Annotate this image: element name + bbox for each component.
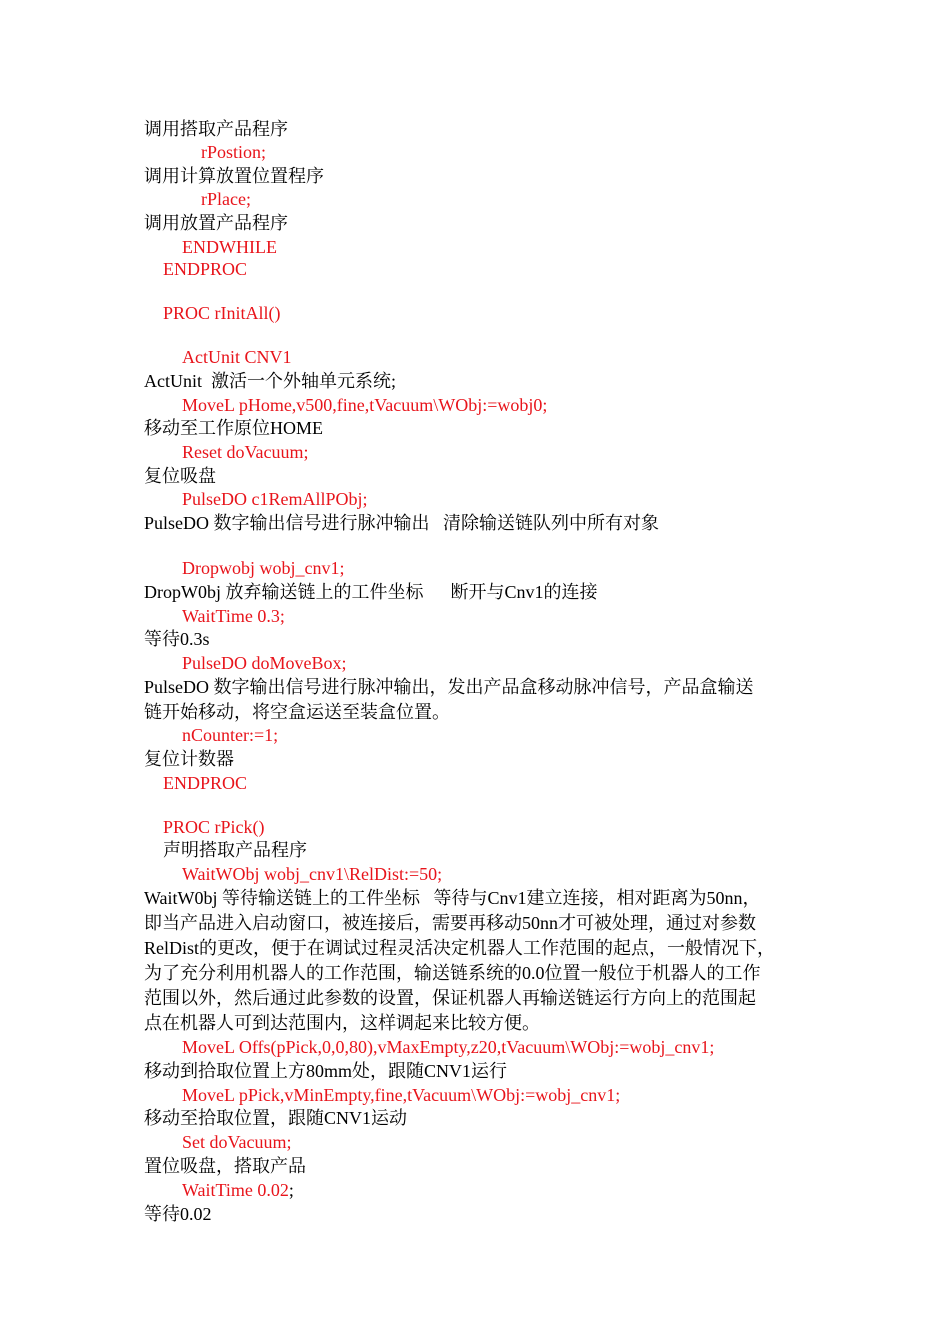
code-line: nCounter:=1;	[182, 725, 279, 745]
code-line: PulseDO doMoveBox;	[182, 653, 347, 673]
comment-line: 即当产品进入启动窗口，被连接后，需要再移动50nn才可被处理，通过对参数	[144, 913, 756, 933]
comment-line: 复位吸盘	[144, 466, 216, 486]
code-terminator: ;	[288, 1180, 294, 1200]
code-line: rPostion;	[201, 142, 267, 162]
comment-line: 点在机器人可到达范围内，这样调起来比较方便。	[144, 1013, 540, 1033]
comment-line: 调用搭取产品程序	[144, 119, 288, 139]
code-line: ENDPROC	[163, 259, 248, 279]
comment-line: WaitW0bj 等待输送链上的工件坐标 等待与Cnv1建立连接，相对距离为50nn，	[144, 888, 761, 908]
comment-line: 移动到拾取位置上方80mm处，跟随CNV1运行	[144, 1061, 508, 1081]
comment-line: 等待0.3s	[144, 629, 210, 649]
comment-line: ActUnit 激活一个外轴单元系统;	[144, 371, 396, 391]
code-line: Reset doVacuum;	[182, 442, 309, 462]
comment-line: 等待0.02	[144, 1204, 212, 1224]
comment-line: 范围以外，然后通过此参数的设置，保证机器人再输送链运行方向上的范围起	[144, 988, 756, 1008]
comment-line: 调用计算放置位置程序	[144, 166, 324, 186]
comment-line: RelDist的更改，便于在调试过程灵活决定机器人工作范围的起点，一般情况下，	[144, 938, 775, 958]
comment-line: 为了充分利用机器人的工作范围，输送链系统的0.0位置一般位于机器人的工作	[144, 963, 761, 983]
comment-line: 链开始移动，将空盒运送至装盒位置。	[144, 702, 450, 722]
code-line: Dropwobj wobj_cnv1;	[182, 558, 345, 578]
code-line: PulseDO c1RemAllPObj;	[182, 489, 368, 509]
code-line: MoveL pHome,v500,fine,tVacuum\WObj:=wobj0;	[182, 395, 548, 415]
code-line: ENDPROC	[163, 773, 248, 793]
comment-line: 声明搭取产品程序	[163, 840, 307, 860]
code-line: MoveL pPick,vMinEmpty,fine,tVacuum\WObj:=wobj_cnv1;	[182, 1085, 621, 1105]
comment-line: 置位吸盘，搭取产品	[144, 1156, 306, 1176]
code-line: ENDWHILE	[182, 237, 277, 257]
comment-line: 移动至拾取位置，跟随CNV1运动	[144, 1108, 408, 1128]
code-line: PROC rInitAll()	[163, 303, 281, 323]
code-line: MoveL Offs(pPick,0,0,80),vMaxEmpty,z20,tVacuum\WObj:=wobj_cnv1;	[182, 1037, 715, 1057]
code-text: WaitTime 0.02	[182, 1180, 289, 1200]
code-line: PROC rPick()	[163, 817, 265, 837]
code-line: WaitWObj wobj_cnv1\RelDist:=50;	[182, 864, 443, 884]
code-line-mixed	[182, 1178, 294, 1202]
comment-line: DropW0bj 放弃输送链上的工件坐标 断开与Cnv1的连接	[144, 582, 598, 602]
comment-line: 调用放置产品程序	[144, 213, 288, 233]
code-line: Set doVacuum;	[182, 1132, 292, 1152]
comment-line: PulseDO 数字输出信号进行脉冲输出 清除输送链队列中所有对象	[144, 513, 660, 533]
code-line: ActUnit CNV1	[182, 347, 292, 367]
comment-line: 移动至工作原位HOME	[144, 418, 323, 438]
code-line: WaitTime 0.3;	[182, 606, 285, 626]
comment-line: PulseDO 数字输出信号进行脉冲输出，发出产品盒移动脉冲信号，产品盒输送	[144, 677, 754, 697]
code-line: rPlace;	[201, 189, 251, 209]
comment-line: 复位计数器	[144, 749, 234, 769]
